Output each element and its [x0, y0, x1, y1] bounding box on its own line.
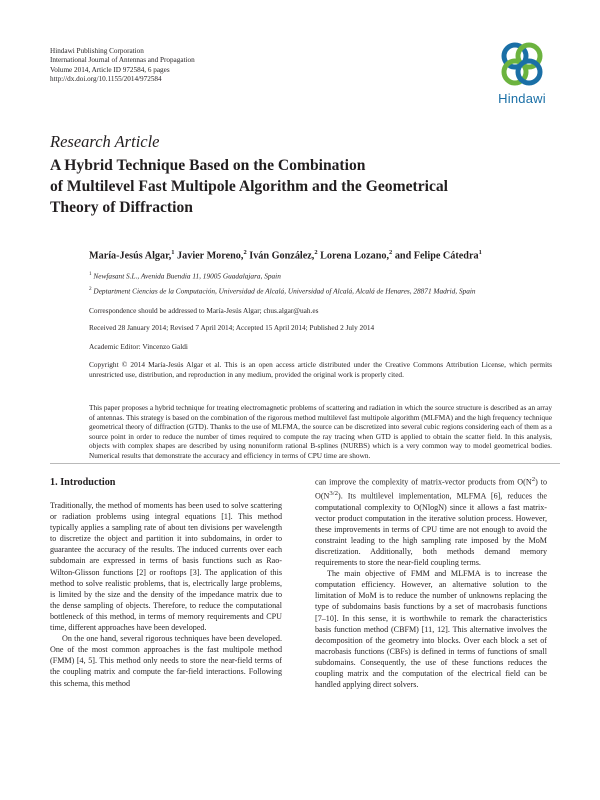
author-affil-mark: 2 [243, 249, 247, 256]
academic-editor: Academic Editor: Vincenzo Galdi [89, 342, 188, 351]
affiliation-mark: 1 [89, 271, 92, 277]
correspondence: Correspondence should be addressed to María-Jesús Algar; chus.algar@uah.es [89, 306, 319, 315]
author-affil-mark: 1 [478, 249, 482, 256]
journal-name: International Journal of Antennas and Propagation [50, 56, 195, 65]
author-name: Lorena Lozano, [317, 250, 390, 262]
author-affil-mark: 2 [314, 249, 318, 256]
section-divider [50, 463, 560, 464]
author-affil-mark: 1 [171, 249, 175, 256]
affiliation-1 [89, 271, 281, 280]
abstract: This paper proposes a hybrid technique for treating electromagnetic problems of scattering and radiation in which the source structure is described as an array of antennas. This strategy is based on the combination of the rigorous method multilevel fast multipole algorithm (MLFMA) and the high frequency technique geometrical theory of diffraction (GTD). Thanks to the use of MLFMA, the source can be discretized into several cubic regions considering each of them as a source point in order to reduce the number of times required to compute the ray tracing when GTD is applied to obtain the scatter field. In this analysis, objects with complex shapes are described by using nonuniform rational B-splines (NURBS) which is a very common way to model geometrical bodies. Numerical results that demonstrate the accuracy and efficiency in terms of CPU time are shown. [89, 403, 552, 460]
body-paragraph: The main objective of FMM and MLFMA is to increase the computation efficiency. However, an alternative solution to the limitation of MoM is to reduce the number of unknowns replacing the type of subdomains basis functions by a set of macrobasis functions [7–10]. In this sense, it is worthwhile to remark the characteristics basis function method (CBFM) [11, 12]. This alternative involves the decomposition of the geometry into blocks. Over each block a set of macrobasis functions (CBFs) is defined in terms of functions of small subdomains. Consequently, the use of these functions reduces the coupling matrix and the computation of the electrical field can be handled applying direct solvers. [315, 569, 547, 690]
author-list [89, 249, 482, 261]
hindawi-logo [486, 40, 558, 110]
publication-dates: Received 28 January 2014; Revised 7 April 2014; Accepted 15 April 2014; Published 2 July 2014 [89, 323, 375, 332]
body-text: ). Its multilevel implementation, MLFMA [6], reduces the computational complexity to O(NlogN) since it allows a fast matrix-vector product computation in the iterative solution process. However, these improvements in terms of CPU time are not enough to avoid the constraint leading to the high sampling rate imposed by the MoM discretization. Additionally, both methods demand memory requirements to store the near-field coupling terms. [315, 491, 547, 568]
body-text: ) to O(N [315, 477, 547, 501]
exponent: 3/2 [329, 489, 339, 497]
journal-header [50, 47, 195, 84]
hindawi-logo-text: Hindawi [498, 91, 546, 106]
publisher-name: Hindawi Publishing Corporation [50, 47, 144, 55]
title-line: Theory of Diffraction [50, 199, 193, 216]
article-type: Research Article [50, 132, 160, 151]
body-paragraph: Traditionally, the method of moments has been used to solve scattering or radiation problems using integral equations [1]. This method typically applies a sampling rate of about ten divisions per wavelength to discretize the object and partition it into subdomains, in order to guarantee the accuracy of the results. The induced currents over each subdomain are expressed in terms of basis functions such as Rao-Wilton-Glisson functions [2] or rooftops [3]. The application of this method to solve realistic problems, that is, electrically large problems, is limited by the size and the density of the impedance matrix due to the dense sampling of objects. Therefore, to reduce the computational bottleneck of this method, in terms of memory requirements and CPU time, different approaches have been developed. [50, 501, 282, 633]
author-name: María-Jesús Algar, [89, 250, 172, 262]
body-text: can improve the complexity of matrix-vector products from O(N [315, 477, 532, 487]
section-heading: 1. Introduction [50, 477, 116, 488]
affiliation-text: Newfasant S.L., Avenida Buendia 11, 19005 Guadalajara, Spain [91, 271, 281, 281]
author-name: Iván González, [246, 250, 315, 262]
author-affil-mark: 2 [389, 249, 393, 256]
affiliation-mark: 2 [89, 286, 92, 292]
body-column-left [50, 500, 282, 689]
exponent: 2 [531, 476, 536, 483]
author-name: Javier Moreno, [174, 250, 244, 262]
body-paragraph [315, 474, 547, 568]
author-name: and Felipe Cátedra [392, 250, 479, 262]
affiliation-text: Deptartment Ciencias de la Computación, Universidad de Alcalá, Universidad of Alcalá, Alcalá de Henares, 28871 Madrid, Spain [91, 286, 476, 296]
article-title [50, 155, 560, 218]
title-line: of Multilevel Fast Multipole Algorithm and the Geometrical [50, 178, 449, 195]
title-line: A Hybrid Technique Based on the Combination [50, 157, 366, 174]
body-paragraph: On the one hand, several rigorous techniques have been developed. One of the most common approaches is the fast multipole method (FMM) [4, 5]. This method only needs to store the near-field terms of the coupling matrix and compute the far-field interactions. Following this schema, this method [50, 634, 282, 688]
affiliation-2 [89, 286, 476, 295]
doi-link[interactable]: http://dx.doi.org/10.1155/2014/972584 [50, 74, 162, 83]
volume-info: Volume 2014, Article ID 972584, 6 pages [50, 65, 170, 74]
hindawi-logo-icon [500, 40, 544, 88]
body-column-right [315, 474, 547, 690]
copyright-notice: Copyright © 2014 María-Jesús Algar et al. This is an open access article distributed under the Creative Commons Attribution License, which permits unrestricted use, distribution, and reproduction in any medium, provided the original work is properly cited. [89, 360, 552, 379]
